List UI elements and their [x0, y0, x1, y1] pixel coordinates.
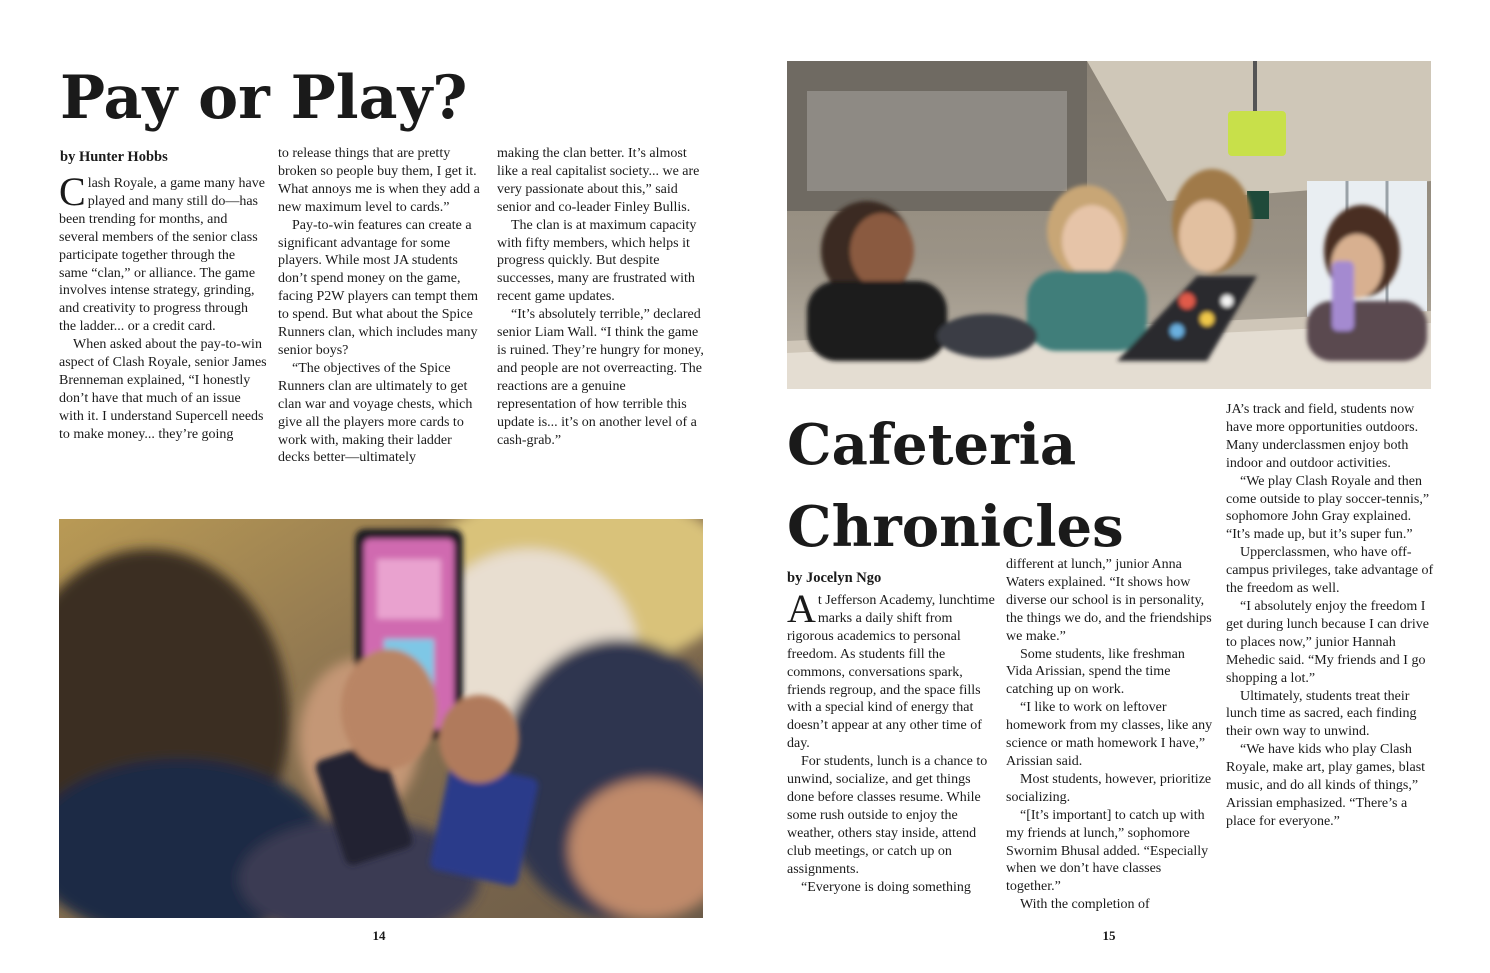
- dropcap: A: [787, 592, 816, 631]
- article-column-2: [278, 145, 486, 500]
- headline-line-2: Chronicles: [787, 494, 1124, 560]
- paragraph: different at lunch,” junior Anna Waters explained. “It shows how diverse our school is in personality, the things we do, and the friendships we make.”: [1006, 557, 1212, 644]
- paragraph: JA’s track and field, students now have more opportunities outdoors. Many underclassmen enjoy both indoor and outdoor activities.: [1226, 402, 1419, 471]
- article-column-3: [497, 145, 707, 500]
- headline-pay-or-play: Pay or Play?: [60, 63, 468, 133]
- paragraph: “I absolutely enjoy the freedom I get during lunch because I can drive to places now,” junior Hannah Mehedic said. “My friends and I go shopping a lot.”: [1226, 598, 1429, 686]
- paragraph: to release things that are pretty broken so people buy them, I get it. What annoys me is when they add a new maximum level to cards.”: [278, 146, 480, 215]
- paragraph: “[It’s important] to catch up with my friends at lunch,” sophomore Swornim Bhusal added. “Especially when we don’t have classes together.”: [1006, 807, 1209, 895]
- paragraph: Most students, however, prioritize socializing.: [1006, 771, 1212, 805]
- headline-cafeteria-chronicles: [787, 404, 1124, 568]
- paragraph: Some students, like freshman Vida Arissian, spend the time catching up on work.: [1006, 646, 1185, 698]
- byline-hunter-hobbs: by Hunter Hobbs: [60, 149, 168, 165]
- article-column-3: [1226, 401, 1434, 922]
- photo-cafeteria-students: [787, 61, 1431, 389]
- paragraph: When asked about the pay-to-win aspect of Clash Royale, senior James Brenneman explained, “I honestly don’t have that much of an issue with it. I understand Supercell needs to make money... they’re going: [59, 337, 267, 442]
- paragraph: With the completion of: [1020, 897, 1150, 913]
- paragraph: Ultimately, students treat their lunch time as sacred, each finding their own way to unwind.: [1226, 688, 1417, 740]
- paragraph: Pay-to-win features can create a significant advantage for some players. While most JA students don’t spend money on the game, facing P2W players can tempt them to spend. But what about the Spice Runners clan, which includes many senior boys?: [278, 217, 478, 358]
- paragraph: “Everyone is doing something: [801, 879, 971, 895]
- byline-jocelyn-ngo: by Jocelyn Ngo: [787, 570, 882, 586]
- dropcap: C: [59, 175, 86, 214]
- paragraph: making the clan better. It’s almost like a real capitalist society... we are very passionate about this,” said senior and co-leader Finley Bullis.: [497, 146, 700, 215]
- paragraph: “We have kids who play Clash Royale, make art, play games, blast music, and do all kinds of things,” Arissian emphasized. “There’s a place for everyone.”: [1226, 742, 1426, 829]
- paragraph: t Jefferson Academy, lunchtime marks a daily shift from rigorous academics to personal freedom. As students fill the commons, conversations spark, friends regroup, and the space fills with a special kind of energy that doesn’t appear at any other time of day.: [787, 593, 995, 752]
- page-number: 14: [372, 928, 386, 943]
- paragraph: Upperclassmen, who have off-campus privileges, take advantage of the freedom as well.: [1226, 545, 1434, 597]
- paragraph: “It’s absolutely terrible,” declared senior Liam Wall. “I think the game is ruined. They’re hungry for money, and people are not overreacting. The reactions are a genuine representation of how terrible this update is... it’s on another level of a cash-grab.”: [497, 307, 704, 448]
- paragraph: “The objectives of the Spice Runners clan are ultimately to get clan war and voyage chests, which give all the players more cards to work with, making their ladder decks better—ultimately: [278, 360, 473, 466]
- article-column-2: [1006, 556, 1214, 922]
- right-page: [745, 0, 1490, 973]
- article-column-1: [59, 175, 267, 500]
- headline-line-1: Cafeteria: [787, 412, 1077, 478]
- paragraph: “I like to work on leftover homework from my classes, like any science or math homework I have,” Arissian said.: [1006, 700, 1213, 769]
- paragraph: lash Royale, a game many have played and many still do—has been trending for months, and several members of the senior class participate together through the same “clan,” or alliance. The game involves intense strategy, grinding, and creativity to progress through the ladder... or a credit card.: [59, 176, 265, 335]
- article-column-1: [787, 592, 997, 922]
- page-number: 15: [1102, 928, 1116, 943]
- paragraph: The clan is at maximum capacity with fifty members, which helps it progress quickly. But despite successes, many are frustrated with recent game updates.: [497, 217, 697, 305]
- paragraph: “We play Clash Royale and then come outside to play soccer-tennis,” sophomore John Gray explained. “It’s made up, but it’s super fun.”: [1226, 473, 1430, 543]
- paragraph: For students, lunch is a chance to unwind, socialize, and get things done before classes resume. While some rush outside to enjoy the weather, others stay inside, attend club meetings, or catch up on assignments.: [787, 754, 988, 877]
- photo-students-playing-phones: [59, 519, 703, 918]
